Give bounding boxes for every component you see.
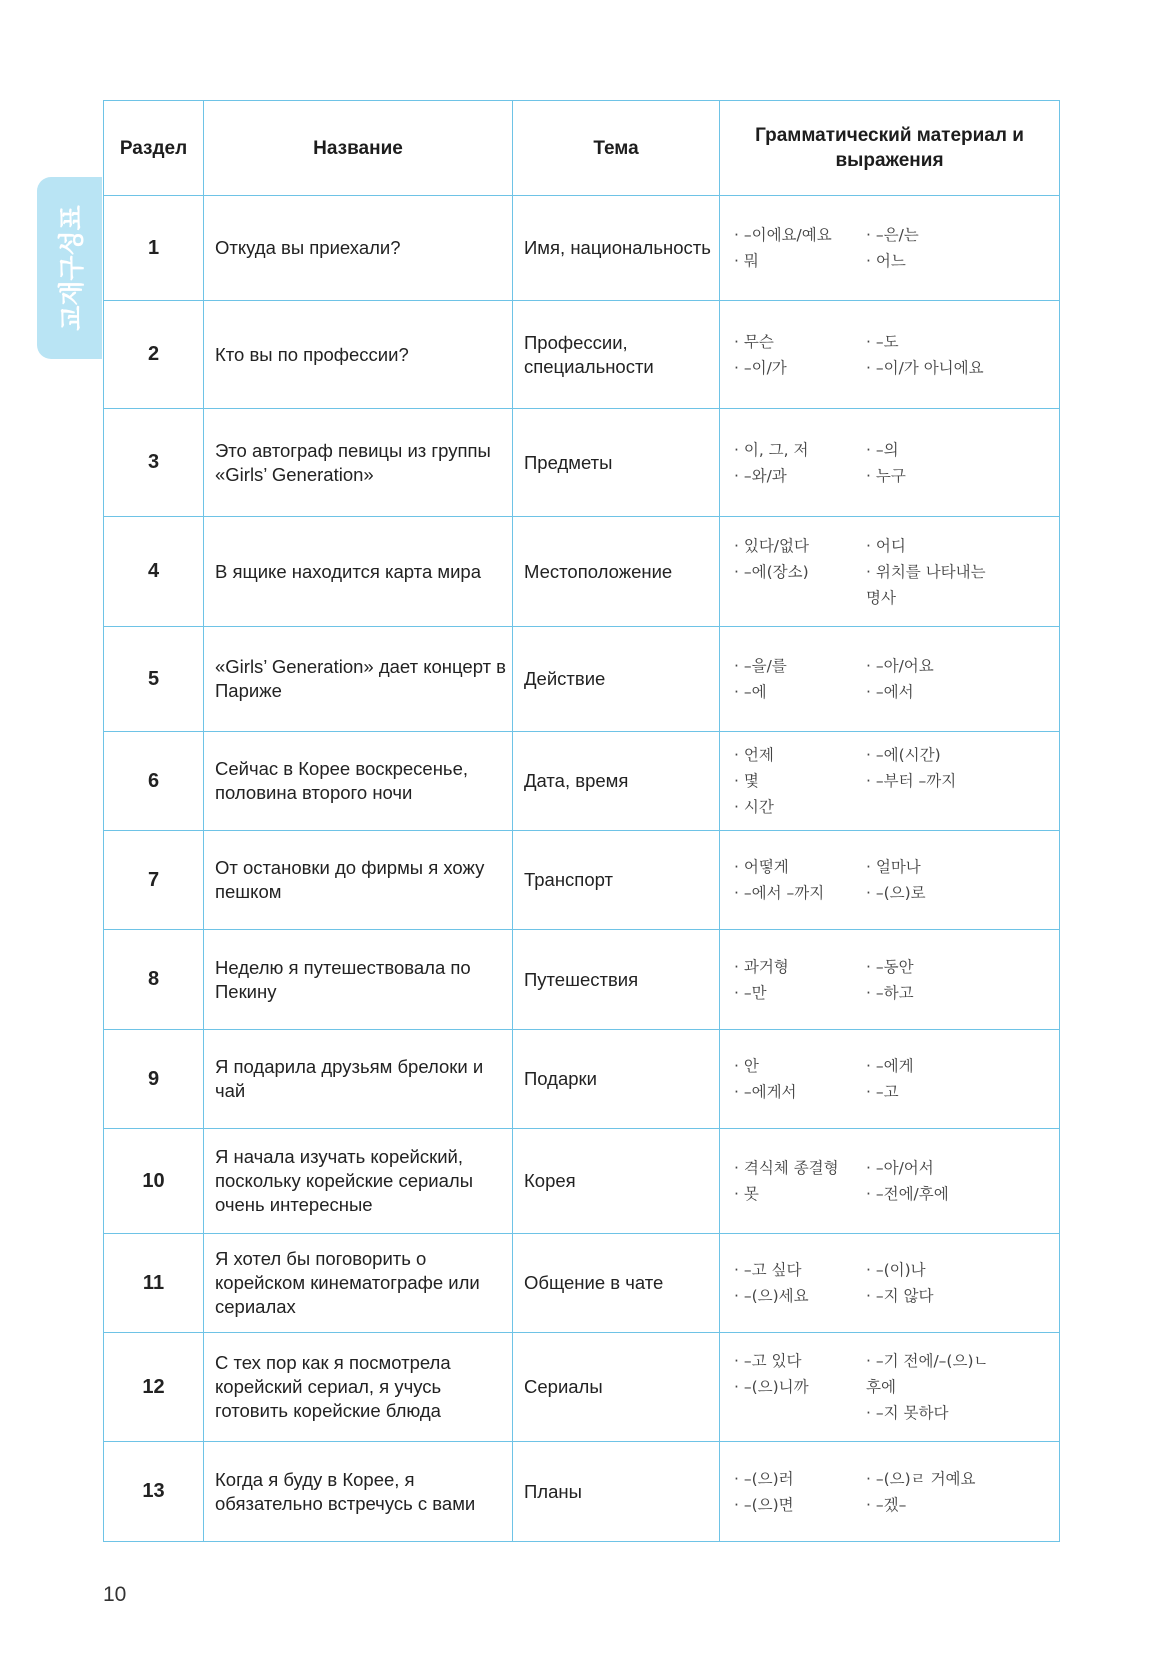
grammar-item: · –은/는	[866, 226, 919, 244]
lesson-title: Откуда вы приехали?	[204, 196, 513, 301]
grammar-column-right	[866, 1155, 998, 1207]
grammar-item: · –에서 –까지	[734, 884, 825, 902]
grammar-item: · –와/과	[734, 466, 787, 485]
lesson-title: В ящике находится карта мира	[204, 517, 513, 627]
grammar-column-left	[734, 1155, 866, 1207]
section-number: 7	[104, 831, 204, 930]
table-row	[104, 831, 1060, 930]
grammar-item: · 어떻게	[734, 858, 789, 876]
grammar-column-right	[866, 222, 998, 274]
section-number: 6	[104, 732, 204, 831]
grammar-cell	[720, 1442, 1060, 1542]
grammar-item: · 격식체 종결형	[734, 1159, 839, 1177]
grammar-item: · –겠–	[866, 1495, 907, 1514]
grammar-item: · 언제	[734, 746, 774, 764]
grammar-item: · 어디	[866, 536, 906, 555]
table-row	[104, 930, 1060, 1030]
grammar-column-right	[866, 653, 998, 705]
grammar-item: · –이/가 아니에요	[866, 358, 984, 377]
grammar-item: · –아/어서	[866, 1159, 934, 1177]
grammar-column-left	[734, 437, 866, 489]
contents-table	[103, 100, 1060, 1542]
header-section: Раздел	[104, 101, 204, 196]
lesson-title: Я начала изучать корейский, поскольку корейские сериалы очень интересные	[204, 1129, 513, 1234]
lesson-topic: Действие	[513, 627, 720, 732]
grammar-column-right	[866, 954, 998, 1006]
grammar-cell	[720, 409, 1060, 517]
grammar-column-left	[734, 653, 866, 705]
table-row	[104, 301, 1060, 409]
grammar-item: · 어느	[866, 252, 906, 270]
grammar-item: · 못	[734, 1185, 759, 1203]
lesson-topic: Предметы	[513, 409, 720, 517]
grammar-item: · 안	[734, 1057, 759, 1075]
grammar-item: · –고 싶다	[734, 1261, 802, 1279]
grammar-column-right	[866, 533, 998, 611]
grammar-cell	[720, 831, 1060, 930]
table-row	[104, 517, 1060, 627]
grammar-item: · –고 있다	[734, 1352, 802, 1370]
lesson-title: «Girls’ Generation» дает концерт в Париже	[204, 627, 513, 732]
lesson-title: Когда я буду в Корее, я обязательно встречусь с вами	[204, 1442, 513, 1542]
lesson-title: С тех пор как я посмотрела корейский сериал, я учусь готовить корейские блюда	[204, 1333, 513, 1442]
grammar-item: · –(으)면	[734, 1495, 794, 1514]
side-tab-label: 교재구성표	[57, 205, 87, 331]
grammar-item: · –(으)로	[866, 884, 926, 902]
grammar-column-right	[866, 1053, 998, 1105]
section-number: 3	[104, 409, 204, 517]
section-number: 2	[104, 301, 204, 409]
grammar-item: · –만	[734, 983, 767, 1002]
grammar-item: · –이/가	[734, 358, 787, 377]
grammar-item: · –(으)ㄹ 거예요	[866, 1469, 976, 1488]
grammar-column-right	[866, 1348, 998, 1426]
grammar-item: · –에(장소)	[734, 562, 809, 581]
grammar-cell	[720, 517, 1060, 627]
grammar-item: · –전에/후에	[866, 1185, 949, 1203]
lesson-topic: Сериалы	[513, 1333, 720, 1442]
lesson-topic: Подарки	[513, 1030, 720, 1129]
grammar-item: · 있다/없다	[734, 536, 809, 555]
grammar-column-right	[866, 329, 998, 381]
grammar-item: · –동안	[866, 957, 914, 976]
grammar-cell	[720, 301, 1060, 409]
section-number: 8	[104, 930, 204, 1030]
grammar-item: · –고	[866, 1083, 899, 1101]
grammar-item: · –에(시간)	[866, 746, 941, 764]
grammar-column-left	[734, 1348, 866, 1426]
grammar-cell	[720, 732, 1060, 831]
grammar-item: · –아/어요	[866, 657, 934, 675]
grammar-item: · –에게	[866, 1057, 914, 1075]
table-row	[104, 627, 1060, 732]
grammar-column-left	[734, 1257, 866, 1309]
table-row	[104, 196, 1060, 301]
grammar-column-left	[734, 854, 866, 906]
grammar-column-left	[734, 222, 866, 274]
table-row	[104, 1333, 1060, 1442]
grammar-item: · –(으)세요	[734, 1287, 809, 1305]
table-row	[104, 732, 1060, 831]
grammar-column-right	[866, 1257, 998, 1309]
section-number: 9	[104, 1030, 204, 1129]
grammar-cell	[720, 1129, 1060, 1234]
table-row	[104, 409, 1060, 517]
grammar-item: · –도	[866, 332, 899, 351]
section-number: 5	[104, 627, 204, 732]
grammar-item: · –지 않다	[866, 1287, 934, 1305]
lesson-title: Это автограф певицы из группы «Girls’ Generation»	[204, 409, 513, 517]
header-name: Название	[204, 101, 513, 196]
grammar-item: · –기 전에/–(으)ㄴ 후에	[866, 1352, 989, 1396]
grammar-item: · 뭐	[734, 252, 759, 270]
grammar-cell	[720, 930, 1060, 1030]
grammar-item: · 얼마나	[866, 858, 921, 876]
grammar-item: · 시간	[734, 798, 774, 816]
grammar-column-right	[866, 1466, 998, 1518]
grammar-item: · –하고	[866, 983, 914, 1002]
grammar-item: · –에게서	[734, 1083, 797, 1101]
grammar-column-left	[734, 1053, 866, 1105]
grammar-column-right	[866, 742, 998, 820]
grammar-column-left	[734, 742, 866, 820]
grammar-cell	[720, 1234, 1060, 1333]
grammar-cell	[720, 627, 1060, 732]
grammar-column-left	[734, 954, 866, 1006]
grammar-cell	[720, 1333, 1060, 1442]
section-number: 1	[104, 196, 204, 301]
grammar-item: · –에서	[866, 683, 914, 701]
grammar-item: · –에	[734, 683, 767, 701]
lesson-topic: Общение в чате	[513, 1234, 720, 1333]
grammar-item: · –부터 –까지	[866, 772, 957, 790]
section-number: 13	[104, 1442, 204, 1542]
lesson-title: Сейчас в Корее воскресенье, половина второго ночи	[204, 732, 513, 831]
grammar-column-right	[866, 437, 998, 489]
grammar-item: · –을/를	[734, 657, 787, 675]
side-tab	[37, 177, 102, 359]
table-row	[104, 1030, 1060, 1129]
grammar-cell	[720, 196, 1060, 301]
grammar-column-left	[734, 1466, 866, 1518]
grammar-item: · 과거형	[734, 957, 789, 976]
section-number: 12	[104, 1333, 204, 1442]
header-row	[104, 101, 1060, 196]
grammar-item: · 위치를 나타내는 명사	[866, 562, 986, 607]
lesson-topic: Дата, время	[513, 732, 720, 831]
lesson-topic: Имя, национальность	[513, 196, 720, 301]
grammar-item: · –(으)러	[734, 1469, 794, 1488]
section-number: 4	[104, 517, 204, 627]
grammar-item: · 무슨	[734, 332, 774, 351]
table-body	[104, 196, 1060, 1542]
grammar-item: · 이, 그, 저	[734, 440, 809, 459]
grammar-item: · –(으)니까	[734, 1378, 809, 1396]
grammar-cell	[720, 1030, 1060, 1129]
lesson-topic: Путешествия	[513, 930, 720, 1030]
table-row	[104, 1234, 1060, 1333]
table-row	[104, 1442, 1060, 1542]
grammar-item: · 몇	[734, 772, 759, 790]
grammar-item: · –이에요/예요	[734, 226, 832, 244]
grammar-column-right	[866, 854, 998, 906]
section-number: 11	[104, 1234, 204, 1333]
lesson-title: От остановки до фирмы я хожу пешком	[204, 831, 513, 930]
grammar-item: · –지 못하다	[866, 1404, 949, 1422]
table-row	[104, 1129, 1060, 1234]
lesson-title: Неделю я путешествовала по Пекину	[204, 930, 513, 1030]
lesson-topic: Корея	[513, 1129, 720, 1234]
lesson-title: Кто вы по профессии?	[204, 301, 513, 409]
lesson-topic: Планы	[513, 1442, 720, 1542]
grammar-column-left	[734, 329, 866, 381]
section-number: 10	[104, 1129, 204, 1234]
lesson-topic: Транспорт	[513, 831, 720, 930]
lesson-topic: Местоположение	[513, 517, 720, 627]
grammar-item: · –(이)나	[866, 1261, 926, 1279]
header-topic: Тема	[513, 101, 720, 196]
lesson-topic: Профессии, специальности	[513, 301, 720, 409]
lesson-title: Я хотел бы поговорить о корейском кинематографе или сериалах	[204, 1234, 513, 1333]
header-grammar: Грамматический материал и выражения	[720, 101, 1060, 196]
grammar-item: · –의	[866, 440, 899, 459]
grammar-item: · 누구	[866, 466, 906, 485]
page-number: 10	[103, 1583, 127, 1606]
lesson-title: Я подарила друзьям брелоки и чай	[204, 1030, 513, 1129]
grammar-column-left	[734, 533, 866, 611]
